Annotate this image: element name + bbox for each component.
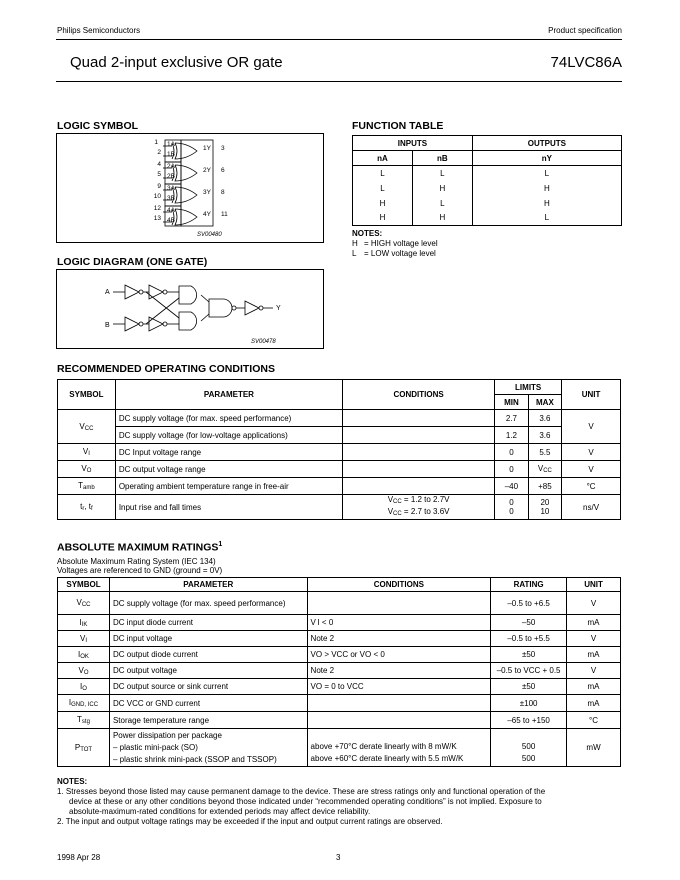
symbol: T — [77, 715, 82, 724]
cell: V — [562, 461, 621, 478]
pin-number: 12 — [153, 205, 161, 212]
cell: ±50 — [491, 647, 567, 663]
cell: DC supply voltage (for max. speed performance) — [115, 410, 342, 427]
cell: Operating ambient temperature range in free-air — [115, 478, 342, 495]
cell: DC output voltage range — [115, 461, 342, 478]
pin-number: 6 — [221, 167, 225, 174]
cell: –0.5 to +6.5 — [491, 592, 567, 615]
logic-symbol-box — [56, 133, 324, 243]
col-header: LIMITS — [495, 380, 562, 395]
cell — [109, 729, 307, 767]
cell — [491, 729, 567, 767]
table-row — [58, 729, 621, 767]
input-label: 3B — [167, 195, 175, 202]
table-row — [58, 592, 621, 615]
cell — [307, 695, 491, 712]
table-row — [353, 181, 622, 196]
cell: L — [472, 166, 621, 181]
output-y-label: Y — [276, 305, 281, 312]
col-header: PARAMETER — [115, 380, 342, 410]
pin-number: 5 — [157, 171, 161, 178]
symbol-sub: stg — [81, 719, 90, 725]
pin-number: 11 — [221, 211, 228, 218]
value: 0 — [509, 507, 514, 516]
cell: DC output source or sink current — [109, 679, 307, 695]
symbol: V — [76, 598, 82, 607]
cell: V I < 0 — [307, 615, 491, 631]
cell: –0.5 to +5.5 — [491, 631, 567, 647]
cell — [528, 495, 561, 520]
cell — [343, 478, 495, 495]
input-label: 4B — [167, 217, 175, 224]
cell: DC output voltage — [109, 663, 307, 679]
footer-date: 1998 Apr 28 — [57, 853, 101, 862]
cell: ±50 — [491, 679, 567, 695]
table-row — [58, 712, 621, 729]
col-header: SYMBOL — [58, 578, 110, 592]
logic-diagram-svg — [57, 270, 323, 348]
cell — [528, 461, 561, 478]
input-label: 2A — [167, 163, 175, 170]
table-row — [58, 461, 621, 478]
symbol-sub: amb — [83, 485, 95, 491]
symbol: I — [78, 649, 81, 659]
symbol-cell — [58, 461, 116, 478]
outputs-header: OUTPUTS — [472, 136, 621, 151]
cell: ns/V — [562, 495, 621, 520]
table-row — [58, 495, 621, 520]
cell: DC input diode current — [109, 615, 307, 631]
cell: +85 — [528, 478, 561, 495]
cell: 1.2 — [495, 427, 528, 444]
input-a-label: A — [105, 289, 110, 296]
symbol-sub: CC — [84, 425, 94, 432]
table-row — [353, 166, 622, 181]
page-number: 3 — [336, 853, 341, 862]
amr-heading-sup: 1 — [218, 541, 223, 548]
cell: mA — [567, 615, 621, 631]
symbol-cell — [58, 679, 110, 695]
symbol-cell — [58, 663, 110, 679]
title-rule — [56, 81, 622, 82]
table-row — [58, 444, 621, 461]
symbol-sub: GND, ICC — [71, 702, 99, 708]
pin-number: 10 — [153, 193, 161, 200]
col-header: PARAMETER — [109, 578, 307, 592]
cond: = 2.7 to 3.6V — [401, 507, 450, 516]
cell: H — [472, 181, 621, 196]
cell: DC VCC or GND current — [109, 695, 307, 712]
cell: Note 2 — [307, 663, 491, 679]
cell: ±100 — [491, 695, 567, 712]
line: – plastic mini-pack (SO) — [112, 742, 198, 752]
col-header: SYMBOL — [58, 380, 116, 410]
amr-subtitle: Voltages are referenced to GND (ground = 0V) — [57, 566, 223, 575]
header-rule — [56, 39, 622, 40]
cell: °C — [567, 712, 621, 729]
cell: Storage temperature range — [109, 712, 307, 729]
line: 500 — [521, 742, 536, 751]
table-row — [58, 615, 621, 631]
cell: 0 — [495, 461, 528, 478]
part-number: 74LVC86A — [550, 54, 622, 71]
symbol-sub: IK — [81, 621, 88, 628]
cell: H — [472, 196, 621, 211]
cell: H — [353, 211, 413, 226]
cell: DC supply voltage (for max. speed performance) — [109, 592, 307, 615]
amr-table — [57, 577, 621, 767]
note-line: absolute-maximum-rated conditions for extended periods may affect device reliability. — [69, 807, 371, 816]
cell: H — [412, 211, 472, 226]
cell: V — [567, 631, 621, 647]
cell: mW — [567, 729, 621, 767]
cell: DC input voltage — [109, 631, 307, 647]
symbol-cell — [58, 615, 110, 631]
symbol: P — [74, 742, 81, 752]
symbol-cell — [58, 695, 110, 712]
symbol: V — [79, 633, 86, 643]
cond: V — [387, 495, 394, 504]
page-title: Quad 2-input exclusive OR gate — [70, 54, 283, 71]
col-header: RATING — [491, 578, 567, 592]
symbol-sub: OK — [80, 653, 89, 660]
cell: mA — [567, 679, 621, 695]
logic-symbol-heading: LOGIC SYMBOL — [57, 120, 139, 132]
note-line: 2. The input and output voltage ratings may be exceeded if the input and output current ratings are observed. — [57, 817, 443, 826]
input-label: 1B — [167, 151, 175, 158]
output-label: 1Y — [203, 145, 211, 152]
cell: –65 to +150 — [491, 712, 567, 729]
cell: 3.6 — [528, 410, 561, 427]
col-header: nY — [472, 151, 621, 166]
cell — [307, 712, 491, 729]
cell: –40 — [495, 478, 528, 495]
value-sub: CC — [543, 468, 552, 474]
table-row — [353, 211, 622, 226]
col-header: UNIT — [567, 578, 621, 592]
output-label: 3Y — [203, 189, 211, 196]
col-header: CONDITIONS — [343, 380, 495, 410]
cell — [343, 461, 495, 478]
symbol: V — [81, 464, 87, 473]
note-line: 1. Stresses beyond those listed may cause permanent damage to the device. These are stress ratings only and functional operation of the — [57, 787, 546, 796]
col-header: CONDITIONS — [307, 578, 491, 592]
cell: L — [412, 166, 472, 181]
symbol-cell — [58, 592, 110, 615]
cell: V — [567, 663, 621, 679]
line: – plastic shrink mini-pack (SSOP and TSSOP) — [112, 754, 277, 764]
amr-heading-text: ABSOLUTE MAXIMUM RATINGS — [57, 541, 219, 554]
amr-subtitle: Absolute Maximum Rating System (IEC 134) — [57, 557, 216, 566]
cell: mA — [567, 695, 621, 712]
notes-title: NOTES: — [352, 229, 383, 238]
col-header: MIN — [495, 395, 528, 410]
symbol-sub: r — [82, 506, 85, 512]
symbol-sub: f — [91, 506, 93, 512]
note-text: = LOW voltage level — [364, 249, 436, 258]
cell — [343, 410, 495, 427]
symbol-cell — [58, 712, 110, 729]
roc-heading: RECOMMENDED OPERATING CONDITIONS — [57, 363, 275, 375]
cond-sub: CC — [393, 511, 402, 517]
cell: DC supply voltage (for low-voltage applications) — [115, 427, 342, 444]
cell: –50 — [491, 615, 567, 631]
cell — [343, 427, 495, 444]
figure-code: SV00478 — [251, 339, 276, 345]
table-row — [58, 695, 621, 712]
symbol: I — [79, 617, 82, 627]
symbol-sub: O — [82, 685, 87, 692]
input-label: 4A — [167, 207, 175, 214]
cell: VO = 0 to VCC — [307, 679, 491, 695]
col-header: UNIT — [562, 380, 621, 410]
symbol-sub: CC — [81, 602, 91, 608]
table-row — [58, 679, 621, 695]
doc-type: Product specification — [548, 26, 622, 35]
input-label: 1A — [167, 141, 175, 148]
symbol-sub: TOT — [80, 746, 93, 753]
symbol: V — [78, 665, 84, 675]
value: 0 — [509, 498, 514, 507]
symbol-cell — [58, 729, 110, 767]
cell: V — [562, 444, 621, 461]
value: 10 — [540, 507, 550, 516]
symbol-cell — [58, 647, 110, 663]
symbol-sub: I — [88, 451, 90, 457]
input-b-label: B — [105, 322, 110, 329]
line: Power dissipation per package — [112, 730, 222, 740]
pin-number: 4 — [157, 161, 161, 168]
cond-sub: CC — [393, 499, 402, 505]
function-table — [352, 135, 622, 226]
pin-number: 13 — [153, 215, 161, 222]
col-header: nB — [412, 151, 472, 166]
symbol: I — [68, 698, 72, 707]
symbol: T — [78, 481, 84, 490]
cell: Input rise and fall times — [115, 495, 342, 520]
symbol: , t — [84, 502, 92, 511]
cell: L — [472, 211, 621, 226]
figure-code: SV00480 — [197, 232, 222, 238]
notes-title: NOTES: — [57, 777, 88, 786]
col-header: MAX — [528, 395, 561, 410]
cell: DC output diode current — [109, 647, 307, 663]
cell: Note 2 — [307, 631, 491, 647]
inputs-header: INPUTS — [353, 136, 473, 151]
symbol: t — [80, 502, 83, 511]
cell — [307, 729, 491, 767]
symbol: I — [80, 681, 83, 691]
cell: V — [562, 410, 621, 444]
function-table-heading: FUNCTION TABLE — [352, 120, 444, 132]
symbol-cell — [58, 631, 110, 647]
function-table-notes — [352, 229, 438, 259]
note-symbol: L — [352, 249, 357, 258]
note-symbol: H — [352, 239, 358, 248]
cell — [343, 495, 495, 520]
value: 20 — [540, 498, 550, 507]
col-header: nA — [353, 151, 413, 166]
symbol-cell — [58, 410, 116, 444]
logic-symbol-svg — [57, 134, 323, 242]
table-row — [58, 631, 621, 647]
cell: –0.5 to VCC + 0.5 — [491, 663, 567, 679]
cell: V — [567, 592, 621, 615]
cell — [495, 495, 528, 520]
table-row — [353, 196, 622, 211]
roc-table — [57, 379, 621, 520]
line: above +60°C derate linearly with 5.5 mW/K — [310, 754, 464, 763]
symbol-cell — [58, 495, 116, 520]
amr-heading — [57, 541, 222, 554]
cell: L — [353, 181, 413, 196]
cell: 2.7 — [495, 410, 528, 427]
cell: mA — [567, 647, 621, 663]
cell: H — [412, 181, 472, 196]
cell: 0 — [495, 444, 528, 461]
symbol: V — [79, 421, 85, 431]
value: V — [537, 464, 544, 473]
cell — [307, 592, 491, 615]
symbol: V — [82, 447, 89, 456]
symbol-cell — [58, 478, 116, 495]
note-line: device at these or any other conditions beyond those indicated under “recommended operating conditions” is not implied. Exposure to — [69, 797, 542, 806]
table-row — [58, 663, 621, 679]
input-label: 3A — [167, 185, 175, 192]
cell: H — [353, 196, 413, 211]
amr-notes — [57, 777, 627, 827]
line: above +70°C derate linearly with 8 mW/K — [310, 742, 457, 751]
table-row — [58, 478, 621, 495]
cell: °C — [562, 478, 621, 495]
cond: V — [387, 507, 394, 516]
cell: 3.6 — [528, 427, 561, 444]
symbol-cell — [58, 444, 116, 461]
symbol-sub: O — [86, 468, 92, 474]
symbol-sub: O — [83, 669, 89, 676]
output-label: 4Y — [203, 211, 211, 218]
note-text: = HIGH voltage level — [364, 239, 438, 248]
logic-diagram-heading: LOGIC DIAGRAM (ONE GATE) — [57, 256, 208, 268]
pin-number: 8 — [221, 189, 225, 196]
cell — [343, 444, 495, 461]
logic-diagram-box — [56, 269, 324, 349]
cell: VO > VCC or VO < 0 — [307, 647, 491, 663]
company-name: Philips Semiconductors — [57, 26, 141, 35]
pin-number: 3 — [221, 145, 225, 152]
cell: DC Input voltage range — [115, 444, 342, 461]
pin-number: 1 — [154, 139, 158, 146]
cell: 5.5 — [528, 444, 561, 461]
table-row — [58, 410, 621, 427]
input-label: 2B — [167, 173, 175, 180]
line: 500 — [521, 754, 536, 763]
output-label: 2Y — [203, 167, 211, 174]
cell: L — [412, 196, 472, 211]
pin-number: 9 — [157, 183, 161, 190]
pin-number: 2 — [157, 149, 161, 156]
symbol-sub: I — [85, 637, 87, 644]
cell: L — [353, 166, 413, 181]
table-row — [58, 647, 621, 663]
cond: = 1.2 to 2.7V — [401, 495, 450, 504]
table-row — [58, 427, 621, 444]
